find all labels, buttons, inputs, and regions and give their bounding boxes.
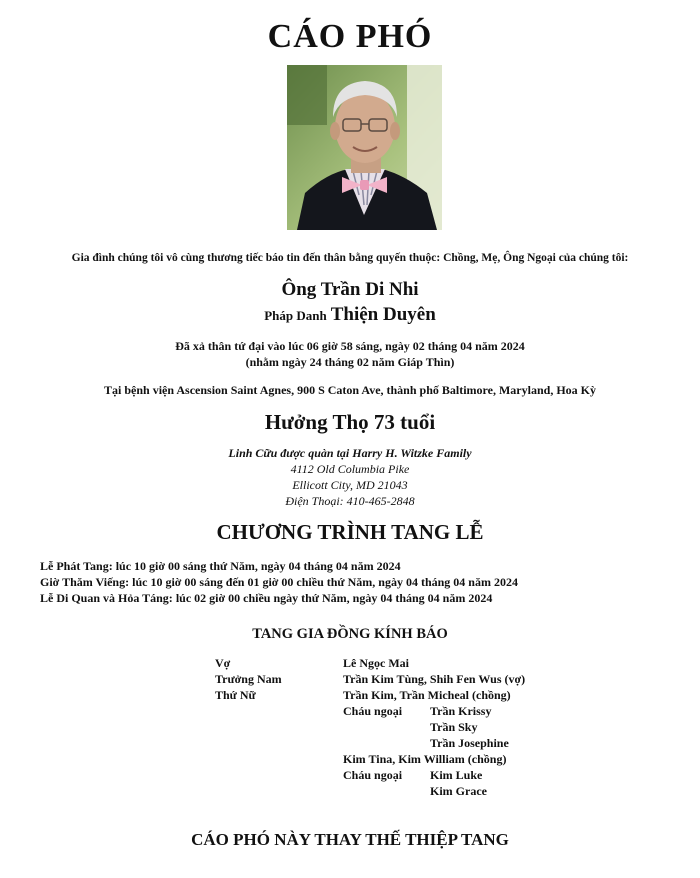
funeral-home-address-2: Ellicott City, MD 21043 xyxy=(292,478,408,492)
schedule-row xyxy=(40,590,518,606)
daughter-label: Thứ Nữ xyxy=(215,688,256,702)
grandchildren-label: Cháu ngoại xyxy=(343,768,403,782)
wife-label: Vợ xyxy=(215,656,231,670)
grandchildren-label: Cháu ngoại xyxy=(343,704,403,718)
portrait-photo xyxy=(287,65,442,230)
wife-name: Lê Ngọc Mai xyxy=(343,656,409,670)
schedule-text: lúc 02 giờ 00 chiều ngày thứ Năm, ngày 04 tháng 04 năm 2024 xyxy=(175,591,493,605)
son-name: Trần Kim Tùng, Shih Fen Wus (vợ) xyxy=(343,672,526,686)
passing-info xyxy=(0,338,700,370)
passing-lunar-date: (nhằm ngày 24 tháng 02 năm Giáp Thìn) xyxy=(245,355,455,369)
grandchild-name: Trần Krissy xyxy=(430,704,492,718)
deceased-name: Ông Trần Di Nhi xyxy=(281,279,419,300)
intro-text: Gia đình chúng tôi vô cùng thương tiếc báo tin đến thân bằng quyến thuộc: Chồng, Mẹ, Ông Ngoại của chúng tôi: xyxy=(71,252,629,264)
schedule-row xyxy=(40,558,518,574)
dharma-name-line xyxy=(0,304,700,326)
funeral-home-name: Linh Cữu được quàn tại Harry H. Witzke Family xyxy=(228,446,472,460)
funeral-home-info xyxy=(0,445,700,509)
page-title: CÁO PHÓ xyxy=(267,18,433,55)
footer-note: CÁO PHÓ NÀY THAY THẾ THIỆP TANG xyxy=(191,830,509,849)
daughter-name: Trần Kim, Trần Micheal (chồng) xyxy=(343,688,511,702)
program-schedule xyxy=(40,558,518,606)
funeral-home-phone: Điện Thoại: 410-465-2848 xyxy=(285,494,415,508)
passing-date: Đã xả thân tứ đại vào lúc 06 giờ 58 sáng, ngày 02 tháng 04 năm 2024 xyxy=(175,339,525,353)
schedule-text: lúc 10 giờ 00 sáng thứ Năm, ngày 04 tháng 04 năm 2024 xyxy=(115,559,401,573)
schedule-label: Giờ Thăm Viếng: xyxy=(40,575,130,589)
dharma-prefix: Pháp Danh xyxy=(264,308,327,323)
grandchild-name: Kim Luke xyxy=(430,768,483,782)
schedule-text: lúc 10 giờ 00 sáng đến 01 giờ 00 chiều thứ Năm, ngày 04 tháng 04 năm 2024 xyxy=(132,575,518,589)
funeral-home-address-1: 4112 Old Columbia Pike xyxy=(290,462,410,476)
son-label: Trưởng Nam xyxy=(215,672,282,686)
age-line: Hưởng Thọ 73 tuổi xyxy=(264,410,436,434)
grandchild-name: Trần Sky xyxy=(430,720,478,734)
schedule-label: Lễ Di Quan và Hỏa Táng: xyxy=(40,591,173,605)
daughter2-name: Kim Tina, Kim William (chồng) xyxy=(343,752,507,766)
schedule-row xyxy=(40,574,518,590)
schedule-label: Lễ Phát Tang: xyxy=(40,559,113,573)
dharma-name: Thiện Duyên xyxy=(330,304,436,325)
program-heading: CHƯƠNG TRÌNH TANG LỄ xyxy=(216,520,484,544)
family-heading: TANG GIA ĐỒNG KÍNH BÁO xyxy=(252,626,448,642)
grandchild-name: Trần Josephine xyxy=(430,736,509,750)
passing-place: Tại bệnh viện Ascension Saint Agnes, 900 S Caton Ave, thành phố Baltimore, Maryland, Hoa Kỳ xyxy=(104,383,596,397)
family-list xyxy=(0,655,700,805)
grandchild-name: Kim Grace xyxy=(430,784,487,798)
